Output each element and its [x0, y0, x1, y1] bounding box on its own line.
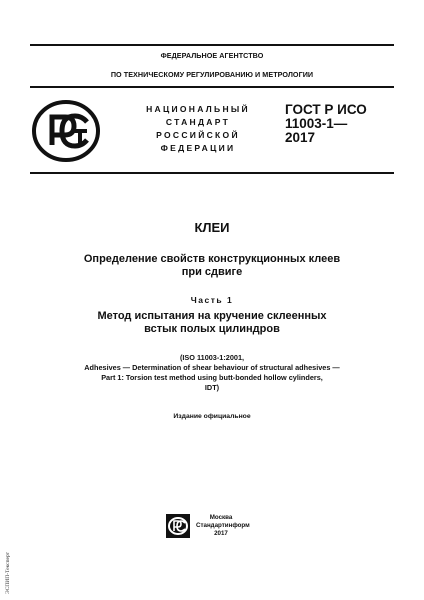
top-rule — [30, 44, 394, 46]
publisher-name: Стандартинформ — [196, 522, 250, 529]
national-line-2: СТАНДАРТ — [165, 117, 231, 127]
main-title: КЛЕИ — [194, 220, 230, 235]
gost-designation-line-1: ГОСТ Р ИСО — [285, 102, 367, 117]
publisher-year: 2017 — [214, 530, 228, 537]
iso-reference-line-4: IDT) — [204, 383, 220, 392]
agency-line-1: ФЕДЕРАЛЬНОЕ АГЕНТСТВО — [160, 51, 264, 60]
national-line-4: ФЕДЕРАЦИИ — [160, 143, 236, 153]
agency-line-2: ПО ТЕХНИЧЕСКОМУ РЕГУЛИРОВАНИЮ И МЕТРОЛОГИИ — [110, 70, 314, 79]
part-title-line-1: Метод испытания на кручение склеенных — [97, 310, 327, 322]
national-line-1: НАЦИОНАЛЬНЫЙ — [146, 104, 250, 114]
subtitle-line-2: при сдвиге — [181, 266, 243, 278]
edition-label: Издание официальное — [173, 413, 251, 420]
side-note-text: ЭСПИП-Тексперт — [5, 551, 11, 594]
iso-reference-line-3: Part 1: Torsion test method using butt-bonded hollow cylinders, — [101, 373, 323, 382]
gost-designation-line-3: 2017 — [285, 130, 316, 145]
side-note — [0, 520, 14, 595]
part-label: Часть 1 — [190, 295, 234, 305]
standartinform-logo-icon — [165, 513, 191, 539]
gost-designation-line-2: 11003-1— — [285, 116, 348, 131]
national-line-3: РОССИЙСКОЙ — [156, 130, 240, 140]
header-rule — [30, 86, 394, 88]
part-title-line-2: встык полых цилиндров — [144, 323, 280, 335]
block-rule — [30, 172, 394, 174]
iso-reference-line-2: Adhesives — Determination of shear behaviour of structural adhesives — — [84, 363, 340, 372]
iso-reference-line-1: (ISO 11003-1:2001, — [179, 353, 245, 362]
publisher-city: Москва — [209, 514, 233, 521]
subtitle-line-1: Определение свойств конструкционных клеев — [83, 253, 341, 265]
gost-r-certification-mark-icon — [30, 98, 102, 164]
